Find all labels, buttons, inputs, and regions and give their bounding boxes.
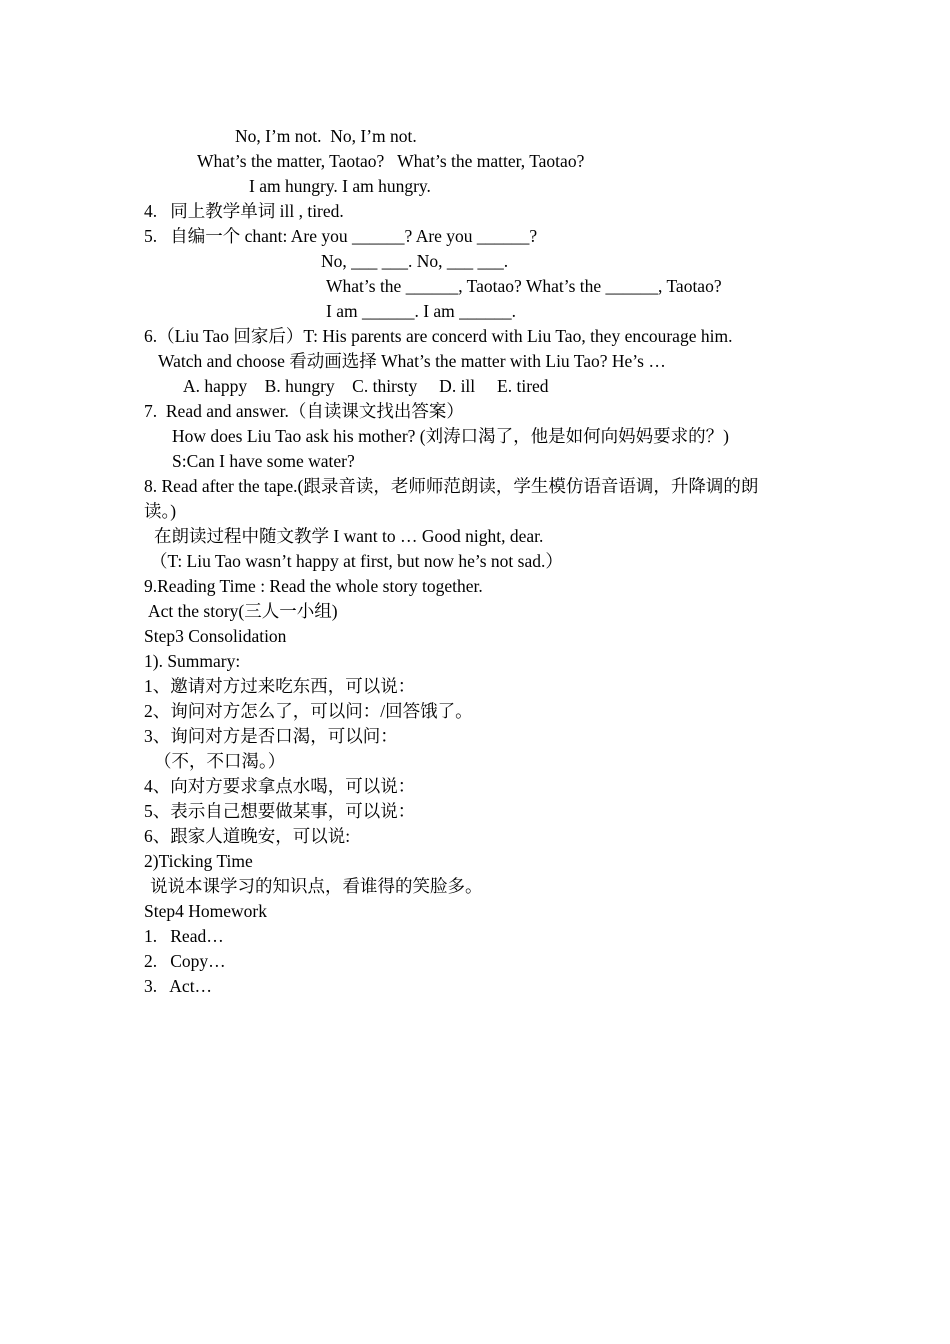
summary-item-3-note: （不，不口渴。） — [154, 751, 286, 771]
chant-blank-no: No, ___ ___. No, ___ ___. — [321, 251, 509, 271]
step-9-line: 9.Reading Time : Read the whole story together. — [144, 576, 483, 596]
act-the-story-line: Act the story(三人一小组) — [148, 601, 338, 621]
summary-item-5: 5、表示自己想要做某事，可以说： — [144, 801, 416, 821]
ticking-time-line: 说说本课学习的知识点，看谁得的笑脸多。 — [150, 876, 483, 896]
summary-item-4: 4、向对方要求拿点水喝，可以说： — [144, 776, 416, 796]
summary-item-3: 3、询问对方是否口渴，可以问： — [144, 726, 398, 746]
step-8-line: 8. Read after the tape.(跟录音读，老师师范朗读，学生模仿语音语调，升降调的朗 — [144, 476, 759, 496]
homework-item-read: 1. Read… — [144, 926, 224, 946]
choice-options-line: A. happy B. hungry C. thirsty D. ill E. tired — [183, 376, 549, 396]
chant-blank-i-am: I am ______. I am ______. — [326, 301, 517, 321]
step-4-line: 4. 同上教学单词 ill , tired. — [144, 201, 344, 221]
summary-item-1: 1、邀请对方过来吃东西，可以说： — [144, 676, 416, 696]
section-heading-homework: Step4 Homework — [144, 901, 267, 921]
homework-item-act: 3. Act… — [144, 976, 213, 996]
question-line: How does Liu Tao ask his mother? (刘涛口渴了，他是如何向妈妈要求的？) — [172, 426, 729, 446]
summary-heading: 1). Summary: — [144, 651, 241, 671]
summary-item-2: 2、询问对方怎么了，可以问：/回答饿了。 — [144, 701, 473, 721]
chant-blank-whats-the: What’s the ______, Taotao? What’s the ______, Taotao? — [326, 276, 722, 296]
teacher-note-line: （T: Liu Tao wasn’t happy at first, but now he’s not sad.） — [150, 551, 563, 571]
section-heading-consolidation: Step3 Consolidation — [144, 626, 287, 646]
chant-line-no-im-not: No, I’m not. No, I’m not. — [235, 126, 417, 146]
answer-line: S:Can I have some water? — [172, 451, 355, 471]
summary-item-6: 6、跟家人道晚安，可以说: — [144, 826, 351, 846]
step-8-line-cont: 读。) — [144, 501, 177, 521]
watch-and-choose-line: Watch and choose 看动画选择 What’s the matter with Liu Tao? He’s … — [158, 351, 666, 371]
reading-teaching-line: 在朗读过程中随文教学 I want to … Good night, dear. — [154, 526, 544, 546]
homework-item-copy: 2. Copy… — [144, 951, 226, 971]
step-5-line: 5. 自编一个 chant: Are you ______? Are you ______? — [144, 226, 538, 246]
chant-line-whats-the-matter: What’s the matter, Taotao? What’s the matter, Taotao? — [197, 151, 585, 171]
step-6-line: 6.（Liu Tao 回家后）T: His parents are concerd with Liu Tao, they encourage him. — [144, 326, 733, 346]
ticking-time-heading: 2)Ticking Time — [144, 851, 253, 871]
chant-line-i-am-hungry: I am hungry. I am hungry. — [249, 176, 431, 196]
step-7-line: 7. Read and answer.（自读课文找出答案） — [144, 401, 464, 421]
